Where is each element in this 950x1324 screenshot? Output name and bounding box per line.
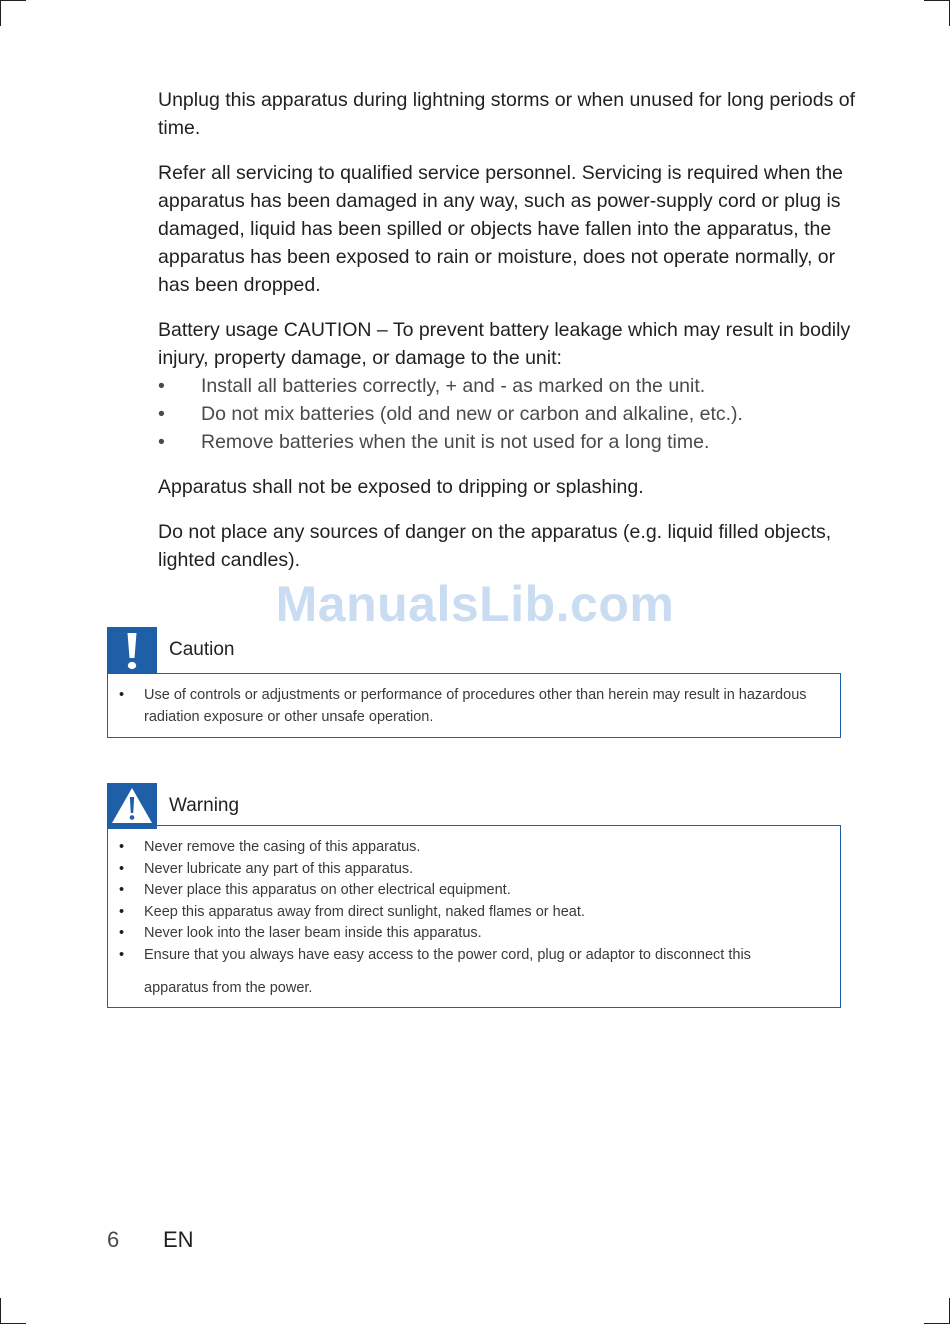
- bullet: •: [158, 375, 165, 397]
- crop-mark: [0, 0, 1, 26]
- exclamation-icon: [107, 627, 157, 673]
- list-item: • Ensure that you always have easy access to the power cord, plug or adaptor to disconnect this: [108, 945, 840, 967]
- page-number: 6: [107, 1227, 120, 1252]
- bullet: •: [119, 946, 125, 963]
- battery-caution-intro: Battery usage CAUTION – To prevent battery leakage which may result in bodily injury, property damage, or damage to the unit:: [158, 319, 851, 369]
- caution-title: Caution: [169, 639, 235, 660]
- battery-list: [158, 372, 858, 456]
- warning-title: Warning: [169, 795, 240, 816]
- bullet: •: [119, 839, 125, 855]
- list-item: • Do not mix batteries (old and new or carbon and alkaline, etc.).: [158, 400, 858, 428]
- language-code: EN: [163, 1227, 194, 1252]
- paragraph-danger-sources: Do not place any sources of danger on the apparatus (e.g. liquid filled objects, lighted candles).: [158, 521, 832, 571]
- crop-mark: [924, 0, 950, 1]
- safety-text: [158, 86, 858, 591]
- list-item: • Install all batteries correctly, + and - as marked on the unit.: [158, 372, 858, 400]
- bullet: •: [158, 403, 165, 425]
- caution-box: [107, 673, 841, 738]
- list-item: • Remove batteries when the unit is not used for a long time.: [158, 428, 858, 456]
- list-item: • Never lubricate any part of this apparatus.: [108, 859, 840, 881]
- warning-list: [108, 837, 840, 966]
- paragraph-servicing: Refer all servicing to qualified service personnel. Servicing is required when the apparatus has been damaged in any way, such as power-supply cord or plug is damaged, liquid has been spilled or objects have fallen into the apparatus, the apparatus has been exposed to rain or moisture, does not operate normally, or has been dropped.: [158, 162, 844, 296]
- crop-mark: [0, 1298, 1, 1324]
- list-item: • Never look into the laser beam inside this apparatus.: [108, 923, 840, 945]
- crop-mark: [0, 0, 26, 1]
- caution-list: [108, 685, 840, 728]
- paragraph-unplug: Unplug this apparatus during lightning storms or when unused for long periods of time.: [158, 89, 856, 139]
- list-item: • Never place this apparatus on other electrical equipment.: [108, 880, 840, 902]
- bullet: •: [158, 431, 165, 453]
- list-item: • Use of controls or adjustments or performance of procedures other than herein may result in hazardous radiation exposure or other unsafe operation.: [119, 687, 807, 725]
- caution-header: [107, 627, 843, 673]
- bullet: •: [119, 860, 125, 877]
- bullet: •: [119, 882, 125, 898]
- watermark: ManualsLib.com: [275, 576, 675, 632]
- bullet: •: [119, 925, 125, 941]
- bullet: •: [119, 687, 125, 703]
- warning-trailing-text: apparatus from the power.: [144, 980, 313, 996]
- warning-header: [107, 783, 843, 829]
- list-item: • Keep this apparatus away from direct sunlight, naked flames or heat.: [108, 902, 840, 924]
- warning-box: [107, 825, 841, 1008]
- warning-triangle-icon: [107, 783, 157, 829]
- paragraph-dripping: Apparatus shall not be exposed to dripping or splashing.: [158, 476, 644, 498]
- list-item: • Never remove the casing of this apparatus.: [108, 837, 840, 859]
- bullet: •: [119, 903, 125, 920]
